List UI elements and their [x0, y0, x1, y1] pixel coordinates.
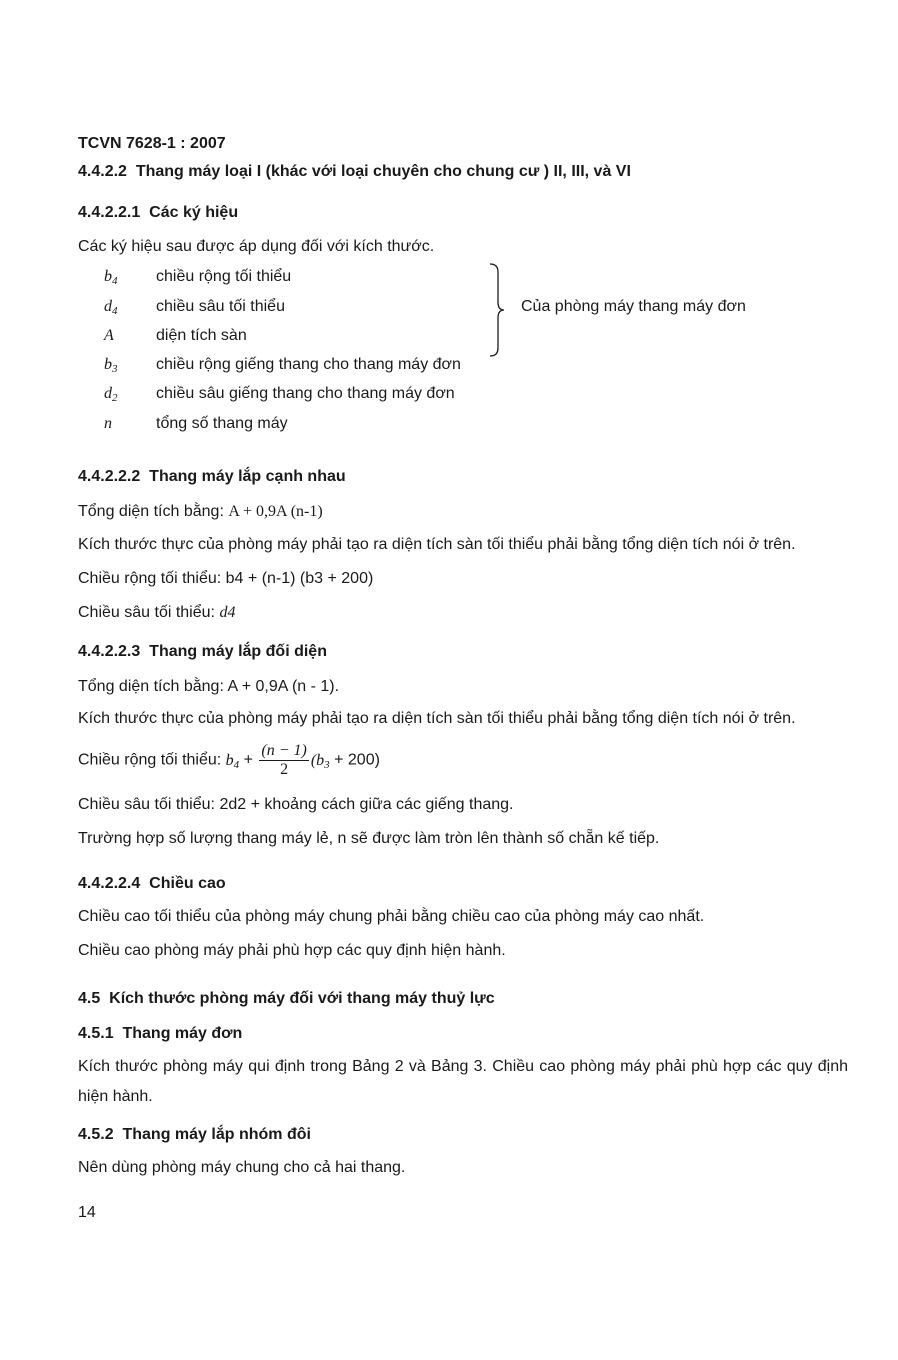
- section-number: 4.4.2.2.1: [78, 204, 141, 221]
- right-brace-icon: [486, 262, 508, 358]
- section-number: 4.5.2: [78, 1126, 114, 1143]
- section-number: 4.4.2.2.2: [78, 468, 141, 485]
- section-title: Thang máy đơn: [122, 1025, 243, 1042]
- min-width-label: Chiều rộng tối thiểu:: [78, 570, 222, 587]
- symbol-desc: tổng số thang máy: [156, 415, 288, 432]
- height-paragraph-2: Chiều cao phòng máy phải phù hợp các quy định hiện hành.: [78, 942, 506, 959]
- symbol-desc: chiều sâu tối thiểu: [156, 298, 285, 315]
- min-width-label: Chiều rộng tối thiểu:: [78, 751, 222, 769]
- symbol-b4: $b_4$: [104, 268, 118, 287]
- section-4-4-2-2-4-heading: [78, 874, 226, 894]
- page-number: 14: [78, 1204, 96, 1221]
- symbol-a: A: [104, 327, 114, 344]
- min-width-line: Chiều rộng tối thiểu: $b_4$ + $\frac{(n - 1)}{2}$ $(b_3 + 200)$: [78, 742, 380, 778]
- min-depth-line: [78, 603, 235, 623]
- section-4-4-2-2-3-heading: [78, 642, 327, 662]
- total-area-label: Tổng diện tích bằng:: [78, 678, 224, 695]
- fraction-numerator: (n − 1): [261, 742, 307, 759]
- total-area-line: [78, 502, 323, 522]
- symbol-desc: diện tích sàn: [156, 327, 247, 344]
- section-4-5-2-heading: [78, 1125, 311, 1145]
- min-width-formula: b4 + (n-1) (b3 + 200): [225, 570, 374, 587]
- symbol-desc: chiều rộng giếng thang cho thang máy đơn: [156, 356, 461, 373]
- total-area-label: Tổng diện tích bằng:: [78, 503, 224, 520]
- total-area-line: [78, 677, 339, 697]
- symbol-desc: chiều sâu giếng thang cho thang máy đơn: [156, 385, 455, 402]
- section-title: Thang máy lắp cạnh nhau: [149, 468, 346, 485]
- symbol-n: n: [104, 415, 112, 432]
- section-4-5-heading: [78, 989, 495, 1009]
- standard-header: TCVN 7628-1 : 2007: [78, 135, 226, 152]
- height-paragraph-1: Chiều cao tối thiểu của phòng máy chung phải bằng chiều cao của phòng máy cao nhất.: [78, 908, 705, 925]
- total-area-formula: A + 0,9A (n-1): [228, 503, 323, 520]
- section-4-4-2-2-2-heading: [78, 467, 346, 487]
- section-number: 4.5.1: [78, 1025, 114, 1042]
- min-depth-formula: d4: [219, 604, 236, 621]
- fraction: [259, 742, 308, 779]
- symbol-desc: chiều rộng tối thiểu: [156, 268, 292, 285]
- section-title: Các ký hiệu: [149, 204, 239, 221]
- symbol-d2: $d_2$: [104, 385, 118, 404]
- actual-size-text: Kích thước thực của phòng máy phải tạo ra diện tích sàn tối thiểu phải bằng tổng diện tích nói ở trên.: [78, 536, 796, 553]
- paired-lift-text: Nên dùng phòng máy chung cho cả hai thang.: [78, 1159, 406, 1176]
- actual-size-text: Kích thước thực của phòng máy phải tạo ra diện tích sàn tối thiểu phải bằng tổng diện tích nói ở trên.: [78, 710, 796, 727]
- min-depth-line: [78, 795, 513, 815]
- odd-count-text: Trường hợp số lượng thang máy lẻ, n sẽ được làm tròn lên thành số chẵn kế tiếp.: [78, 830, 660, 847]
- min-width-line: [78, 569, 373, 589]
- section-number: 4.4.2.2: [78, 163, 127, 180]
- section-number: 4.5: [78, 990, 101, 1007]
- section-4-4-2-2-1-heading: [78, 203, 238, 223]
- symbol-d4: $d_4$: [104, 298, 118, 317]
- section-number: 4.4.2.2.4: [78, 875, 141, 892]
- min-depth-formula: 2d2 + khoảng cách giữa các giếng thang.: [219, 796, 514, 813]
- section-title: Thang máy loại I (khác với loại chuyên cho chung cư ) II, III, và VI: [135, 163, 631, 180]
- min-depth-label: Chiều sâu tối thiểu:: [78, 796, 215, 813]
- total-area-formula: A + 0,9A (n - 1).: [227, 678, 340, 695]
- section-4-4-2-2-heading: [78, 162, 631, 182]
- min-depth-label: Chiều sâu tối thiểu:: [78, 604, 215, 621]
- single-lift-text: Kích thước phòng máy qui định trong Bảng 2 và Bảng 3. Chiều cao phòng máy phải phù hợp các quy định hiện hành.: [78, 1058, 848, 1105]
- section-title: Thang máy lắp nhóm đôi: [122, 1126, 311, 1143]
- section-title: Chiều cao: [149, 875, 226, 892]
- section-number: 4.4.2.2.3: [78, 643, 141, 660]
- brace-label: Của phòng máy thang máy đơn: [521, 298, 746, 315]
- section-title: Kích thước phòng máy đối với thang máy thuỷ lực: [109, 990, 495, 1007]
- section-4-5-1-heading: [78, 1024, 242, 1044]
- symbols-intro: Các ký hiệu sau được áp dụng đối với kích thước.: [78, 238, 435, 255]
- section-title: Thang máy lắp đối diện: [149, 643, 327, 660]
- symbol-b3: $b_3$: [104, 356, 118, 375]
- fraction-denominator: 2: [280, 761, 289, 778]
